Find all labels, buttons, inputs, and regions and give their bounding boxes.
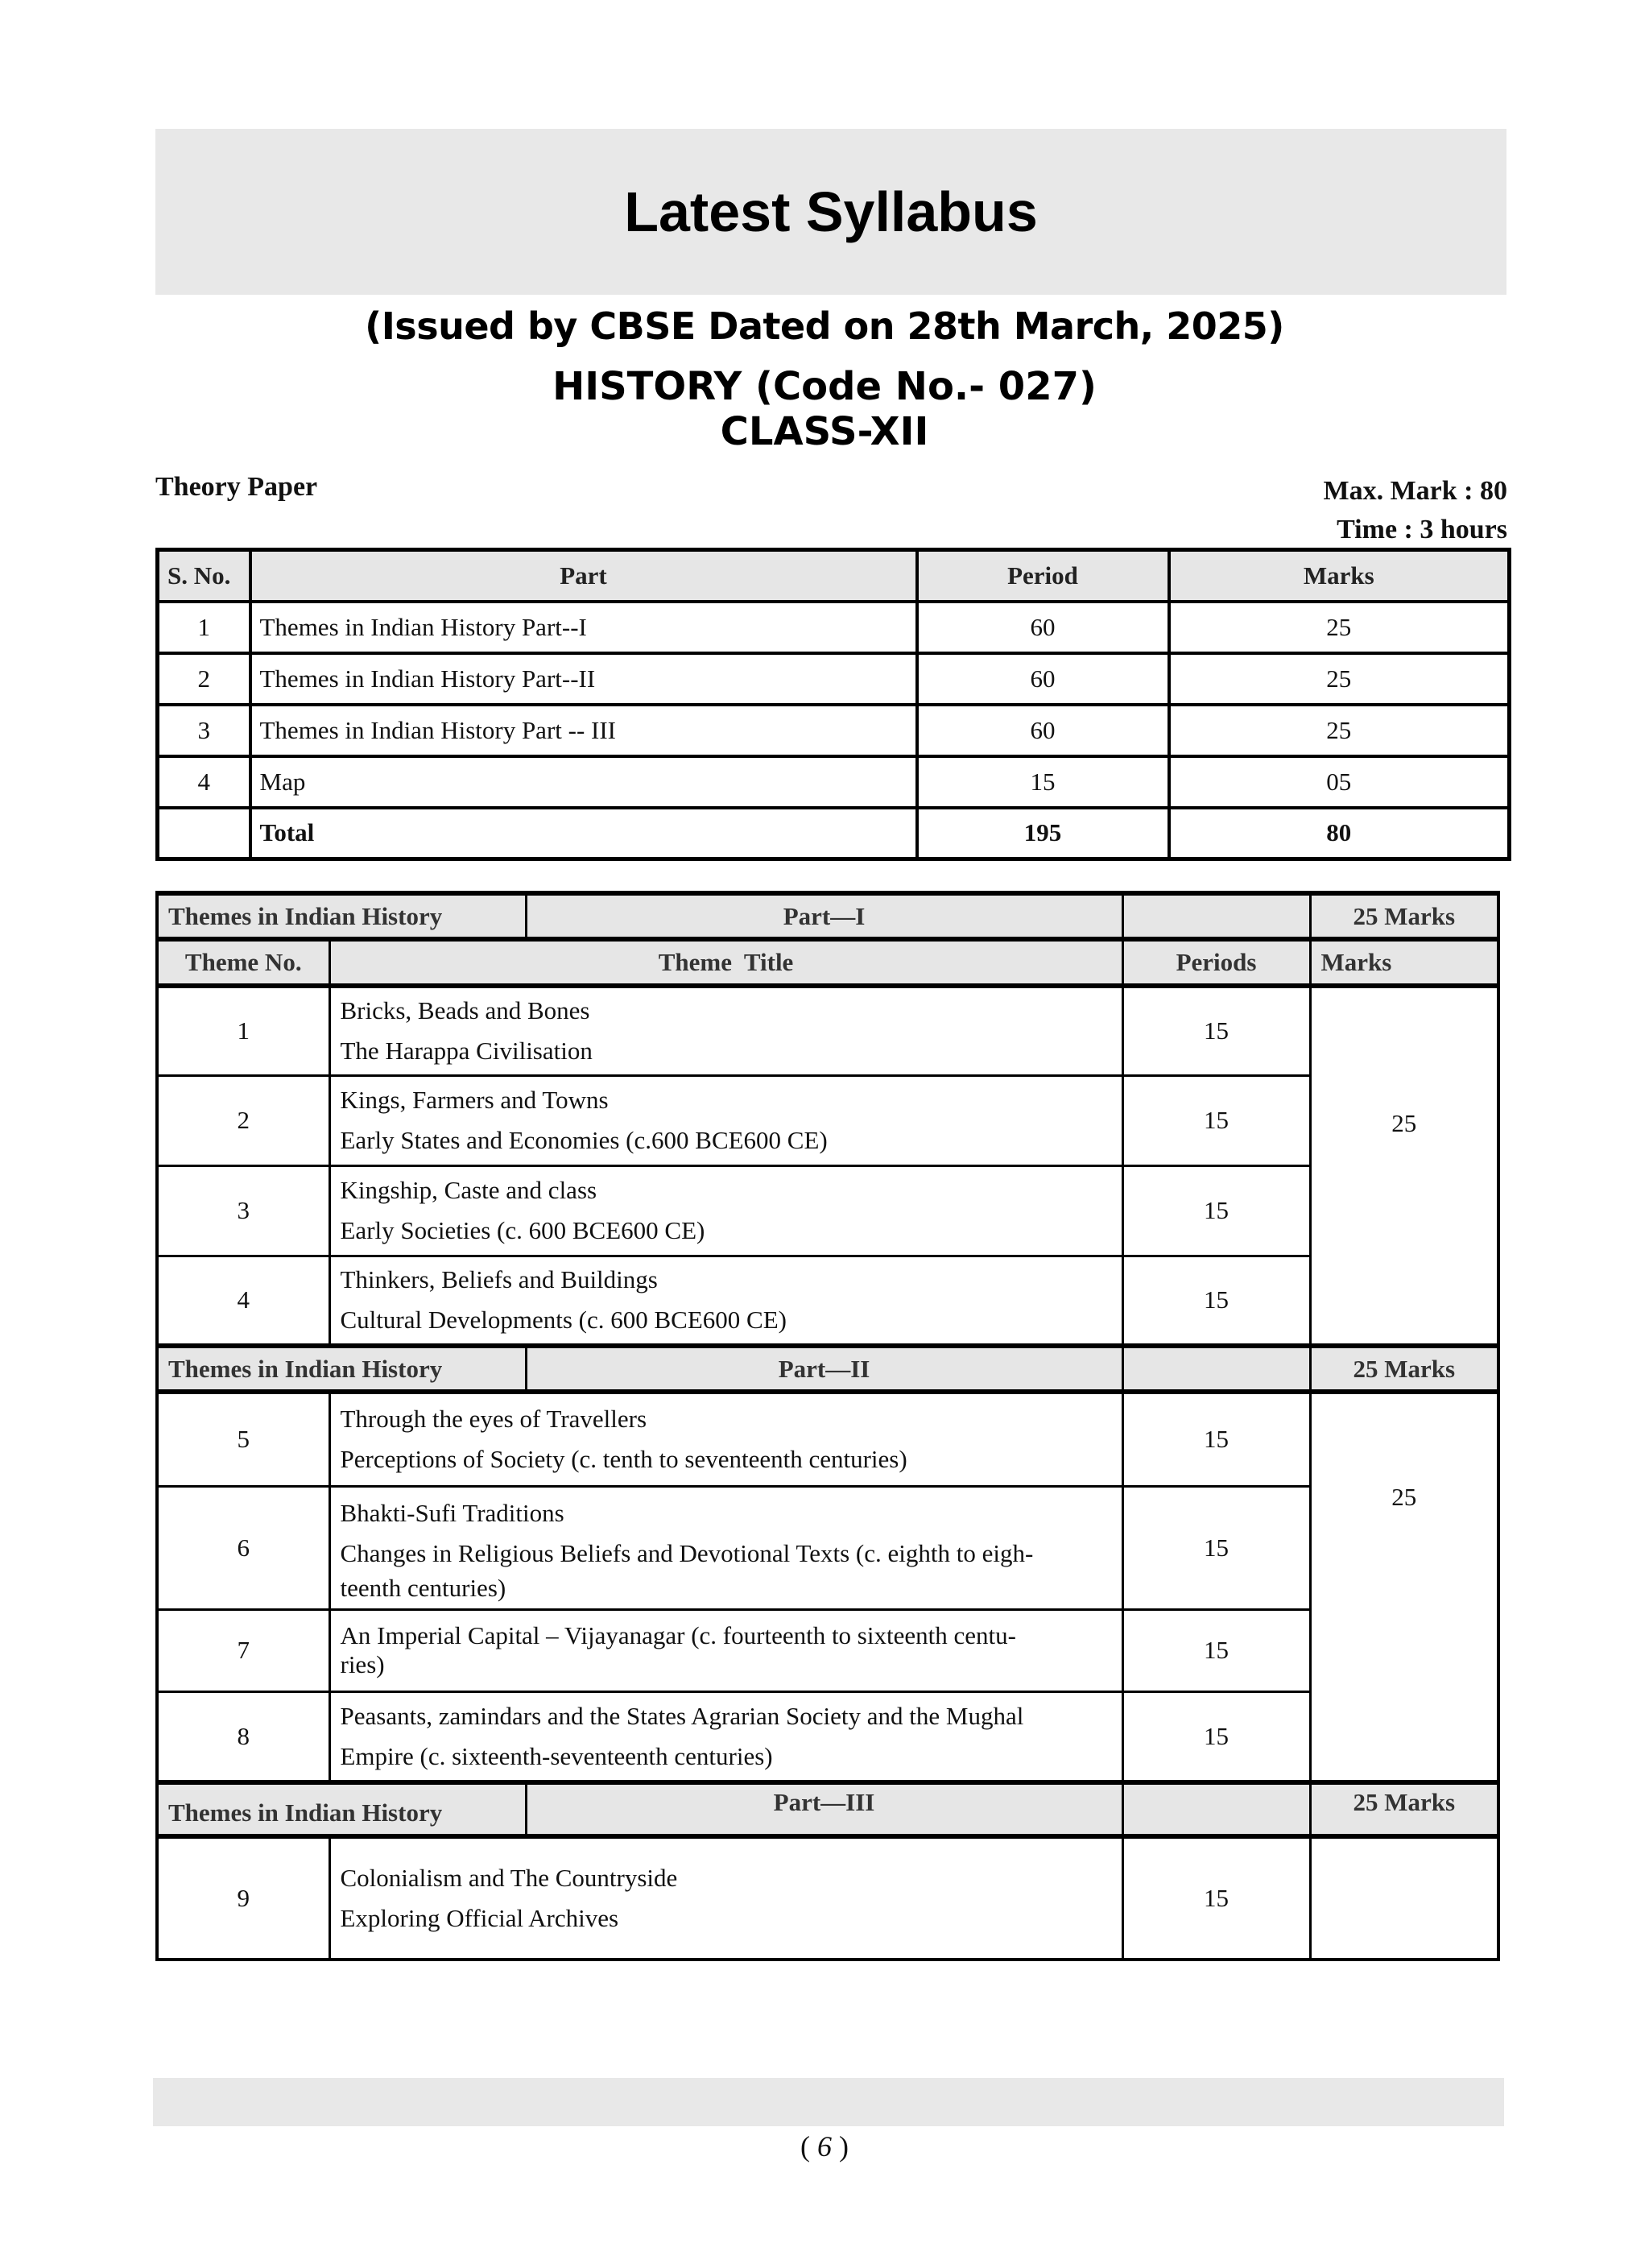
row-part: Themes in Indian History Part--II — [250, 653, 917, 705]
row-marks: 25 — [1169, 602, 1510, 653]
theme-row — [157, 1165, 1498, 1256]
theme-no: 7 — [157, 1609, 329, 1691]
part-band-row — [157, 1782, 1498, 1836]
theme-title-cell — [329, 986, 1122, 1075]
group-marks — [1310, 1836, 1498, 1960]
theme-title: Colonialism and The Countryside — [340, 1864, 678, 1892]
part-label: Part—III — [526, 1782, 1122, 1836]
theme-title: Through the eyes of Travellers — [340, 1405, 647, 1434]
row-period: 60 — [917, 653, 1169, 705]
theme-title: Kings, Farmers and Towns — [340, 1086, 609, 1114]
theme-subtitle: The Harappa Civilisation — [340, 1037, 593, 1066]
part-band-row — [157, 893, 1498, 939]
theme-row — [157, 1075, 1498, 1165]
table-row — [158, 602, 1510, 653]
part-label: Part—II — [526, 1346, 1122, 1392]
theme-no: 8 — [157, 1691, 329, 1782]
row-sno: 3 — [158, 705, 250, 756]
theme-title: Kingship, Caste and class — [340, 1176, 597, 1204]
theme-periods: 15 — [1122, 1256, 1310, 1346]
theme-no: 6 — [157, 1486, 329, 1609]
theme-subtitle: ries) — [340, 1650, 385, 1678]
page-number-value: 6 — [817, 2130, 832, 2162]
theme-subtitle-cont: teenth centuries) — [340, 1573, 506, 1602]
theme-periods: 15 — [1122, 1392, 1310, 1486]
row-part: Themes in Indian History Part--I — [250, 602, 917, 653]
theme-title-cell — [329, 1836, 1122, 1960]
footer-bar — [153, 2078, 1504, 2126]
table-row — [158, 653, 1510, 705]
col-marks: Marks — [1169, 550, 1510, 602]
band-label: Themes in Indian History — [157, 1346, 526, 1392]
issued-note: (Issued by CBSE Dated on 28th March, 2025) — [365, 304, 1284, 348]
theme-row — [157, 1691, 1498, 1782]
subject-code: HISTORY (Code No.- 027) — [552, 364, 1097, 409]
part-marks: 25 Marks — [1310, 1782, 1498, 1836]
band-empty — [1122, 1346, 1310, 1392]
col-period: Period — [917, 550, 1169, 602]
title-banner — [155, 129, 1506, 295]
class-label: CLASS-XII — [720, 409, 929, 454]
theme-subtitle: Exploring Official Archives — [340, 1904, 619, 1932]
part-band-row — [157, 1346, 1498, 1392]
theme-periods: 15 — [1122, 1691, 1310, 1782]
total-sno — [158, 808, 250, 859]
theme-periods: 15 — [1122, 1609, 1310, 1691]
row-sno: 1 — [158, 602, 250, 653]
theme-subtitle: Early States and Economies (c.600 BCE600 CE) — [340, 1126, 828, 1154]
table-row — [158, 756, 1510, 808]
table-row — [158, 705, 1510, 756]
group-marks: 25 — [1310, 1392, 1498, 1782]
theme-periods: 15 — [1122, 1075, 1310, 1165]
theme-title-cell — [329, 1609, 1122, 1691]
col-theme-no: Theme No. — [157, 939, 329, 986]
summary-header-row — [158, 550, 1510, 602]
theme-periods: 15 — [1122, 986, 1310, 1075]
group-marks: 25 — [1310, 986, 1498, 1346]
theme-row — [157, 1392, 1498, 1486]
theme-subtitle: Cultural Developments (c. 600 BCE600 CE) — [340, 1306, 787, 1335]
total-period: 195 — [917, 808, 1169, 859]
band-label: Themes in Indian History — [157, 1782, 526, 1836]
page-open-paren: ( — [800, 2130, 817, 2162]
row-marks: 05 — [1169, 756, 1510, 808]
theme-no: 5 — [157, 1392, 329, 1486]
theme-row — [157, 1609, 1498, 1691]
theme-row — [157, 1486, 1498, 1609]
row-marks: 25 — [1169, 705, 1510, 756]
row-marks: 25 — [1169, 653, 1510, 705]
row-part: Map — [250, 756, 917, 808]
row-part: Themes in Indian History Part -- III — [250, 705, 917, 756]
theme-row — [157, 1836, 1498, 1960]
page-title: Latest Syllabus — [624, 180, 1038, 243]
theme-title-cell — [329, 1075, 1122, 1165]
page-number — [0, 2129, 1649, 2163]
themes-table — [155, 891, 1500, 1961]
theme-title: Thinkers, Beliefs and Buildings — [340, 1265, 658, 1294]
row-period: 60 — [917, 705, 1169, 756]
theme-title-cell — [329, 1392, 1122, 1486]
band-empty — [1122, 1782, 1310, 1836]
subject-heading — [0, 364, 1649, 454]
col-marks: Marks — [1310, 939, 1498, 986]
total-marks: 80 — [1169, 808, 1510, 859]
part-marks: 25 Marks — [1310, 893, 1498, 939]
theme-title-cell — [329, 1486, 1122, 1609]
theme-row — [157, 986, 1498, 1075]
max-mark: Max. Mark : 80 — [1323, 476, 1507, 506]
col-sno: S. No. — [158, 550, 250, 602]
theme-periods: 15 — [1122, 1165, 1310, 1256]
col-part: Part — [250, 550, 917, 602]
part-marks: 25 Marks — [1310, 1346, 1498, 1392]
theme-periods: 15 — [1122, 1836, 1310, 1960]
theme-no: 1 — [157, 986, 329, 1075]
theme-title: Bhakti-Sufi Traditions — [340, 1498, 564, 1527]
page-close-paren: ) — [832, 2130, 849, 2162]
theme-no: 3 — [157, 1165, 329, 1256]
theme-subtitle: Perceptions of Society (c. tenth to seventeenth centuries) — [340, 1445, 907, 1474]
row-sno: 4 — [158, 756, 250, 808]
theme-title: An Imperial Capital – Vijayanagar (c. fourteenth to sixteenth centu- — [340, 1621, 1016, 1649]
row-period: 60 — [917, 602, 1169, 653]
theme-title-cell — [329, 1256, 1122, 1346]
theme-title: Bricks, Beads and Bones — [340, 996, 590, 1025]
row-sno: 2 — [158, 653, 250, 705]
theme-subtitle: Empire (c. sixteenth-seventeenth centuries) — [340, 1741, 773, 1770]
theme-title-cell — [329, 1165, 1122, 1256]
total-label: Total — [250, 808, 917, 859]
theme-no: 9 — [157, 1836, 329, 1960]
exam-meta — [1323, 472, 1507, 549]
themes-header-row — [157, 939, 1498, 986]
total-row — [158, 808, 1510, 859]
theme-no: 2 — [157, 1075, 329, 1165]
theme-periods: 15 — [1122, 1486, 1310, 1609]
theme-title-cell — [329, 1691, 1122, 1782]
band-empty — [1122, 893, 1310, 939]
theme-row — [157, 1256, 1498, 1346]
paper-type: Theory Paper — [155, 472, 318, 502]
row-period: 15 — [917, 756, 1169, 808]
theme-subtitle: Early Societies (c. 600 BCE600 CE) — [340, 1216, 705, 1244]
part-label: Part—I — [526, 893, 1122, 939]
col-theme-title: Theme Title — [329, 939, 1122, 986]
theme-no: 4 — [157, 1256, 329, 1346]
theme-subtitle: Changes in Religious Beliefs and Devotional Texts (c. eighth to eigh- — [340, 1538, 1034, 1567]
theme-title: Peasants, zamindars and the States Agrarian Society and the Mughal — [340, 1701, 1024, 1730]
col-periods: Periods — [1122, 939, 1310, 986]
time-allowed: Time : 3 hours — [1337, 515, 1507, 544]
band-label: Themes in Indian History — [157, 893, 526, 939]
summary-table — [155, 548, 1511, 861]
